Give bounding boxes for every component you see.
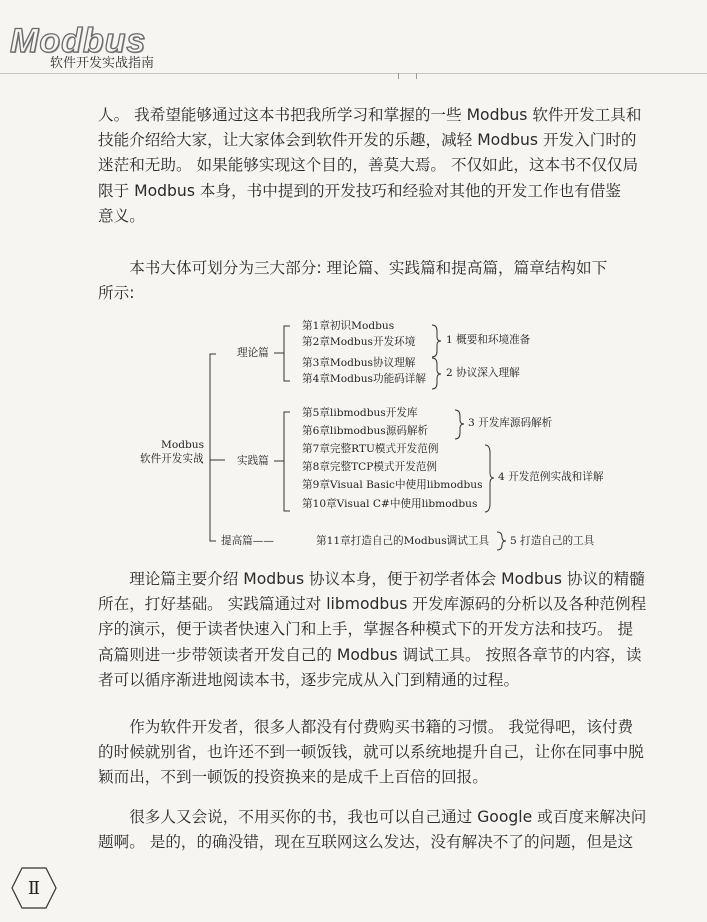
text-line: 者可以循序渐进地阅读本书，逐步完成从入门到精通的过程。	[98, 670, 520, 689]
diagram-root-line1: Modbus	[161, 439, 205, 451]
text-line: 限于 Modbus 本身，书中提到的开发技巧和经验对其他的开发工作也有借鉴	[98, 181, 621, 200]
text-line: 高篇则进一步带领读者开发自己的 Modbus 调试工具。 按照各章节的内容，读	[98, 645, 642, 664]
diagram-chapter: 第10章Visual C#中使用libmodbus	[302, 498, 478, 510]
paragraph-4	[98, 715, 660, 791]
diagram-root-line2: 软件开发实战	[140, 453, 204, 465]
diagram-chapter: 第9章Visual Basic中使用libmodbus	[302, 479, 483, 491]
diagram-group-label: 4 开发范例实战和详解	[498, 471, 604, 483]
diagram-chapter: 第7章完整RTU模式开发范例	[302, 443, 439, 455]
diagram-chapter: 第1章初识Modbus	[302, 320, 395, 332]
paragraph-2	[98, 256, 660, 306]
diagram-group-label: 2 协议深入理解	[446, 367, 520, 379]
text-line: 很多人又会说，不用买你的书，我也可以自己通过 Google 或百度来解决问	[98, 808, 647, 826]
text-line: 人。 我希望能够通过这本书把我所学习和掌握的一些 Modbus 软件开发工具和	[98, 106, 642, 124]
diagram-chapter: 第5章libmodbus开发库	[302, 407, 418, 419]
paragraph-1	[98, 103, 660, 229]
header-subtitle: 软件开发实战指南	[50, 56, 155, 71]
diagram-chapter: 第2章Modbus开发环境	[302, 336, 416, 348]
text-line: 本书大体可划分为三大部分: 理论篇、实践篇和提高篇，篇章结构如下	[98, 259, 608, 277]
diagram-chapter: 第8章完整TCP模式开发范例	[302, 461, 437, 473]
header-rule	[0, 73, 707, 74]
diagram-group-label: 5 打造自己的工具	[510, 535, 595, 547]
diagram-chapter: 第11章打造自己的Modbus调试工具	[316, 535, 490, 547]
header-tick	[416, 73, 417, 79]
diagram-group-label: 3 开发库源码解析	[468, 417, 553, 429]
diagram-part-theory: 理论篇	[237, 347, 269, 359]
text-line: 迷茫和无助。 如果能够实现这个目的，善莫大焉。 不仅如此，这本书不仅仅局	[98, 156, 639, 175]
text-line: 的时候就别省，也许还不到一顿饭钱，就可以系统地提升自己，让你在同事中脱	[98, 743, 644, 762]
diagram-chapter: 第6章libmodbus源码解析	[302, 425, 429, 437]
text-line: 题啊。 是的，的确没错，现在互联网这么发达，没有解决不了的问题，但是这	[98, 833, 634, 852]
text-line: 作为软件开发者，很多人都没有付费购买书籍的习惯。 我觉得吧，该付费	[98, 718, 634, 736]
header-logo: Modbus	[10, 22, 147, 60]
paragraph-5	[98, 805, 660, 855]
text-line: 技能介绍给大家，让大家体会到软件开发的乐趣，减轻 Modbus 开发入门时的	[98, 131, 637, 150]
text-line: 所示:	[98, 284, 135, 303]
diagram-group-label: 1 概要和环境准备	[446, 334, 531, 346]
chapter-structure-diagram	[0, 315, 707, 555]
page-number: Ⅱ	[27, 877, 41, 899]
diagram-part-advanced: 提高篇——	[221, 535, 274, 547]
header-tick	[398, 73, 399, 79]
text-line: 颖而出，不到一顿饭的投资换来的是成千上百倍的回报。	[98, 768, 488, 787]
page-number-badge	[10, 866, 58, 910]
paragraph-3	[98, 567, 660, 693]
diagram-chapter: 第3章Modbus协议理解	[302, 357, 416, 369]
diagram-part-practice: 实践篇	[237, 455, 269, 467]
text-line: 所在，打好基础。 实践篇通过对 libmodbus 开发库源码的分析以及各种范例程	[98, 595, 647, 614]
text-line: 理论篇主要介绍 Modbus 协议本身，便于初学者体会 Modbus 协议的精髓	[98, 570, 645, 588]
text-line: 意义。	[98, 206, 145, 225]
text-line: 序的演示，便于读者快速入门和上手，掌握各种模式下的开发方法和技巧。 提	[98, 620, 634, 639]
diagram-chapter: 第4章Modbus功能码详解	[302, 373, 426, 385]
